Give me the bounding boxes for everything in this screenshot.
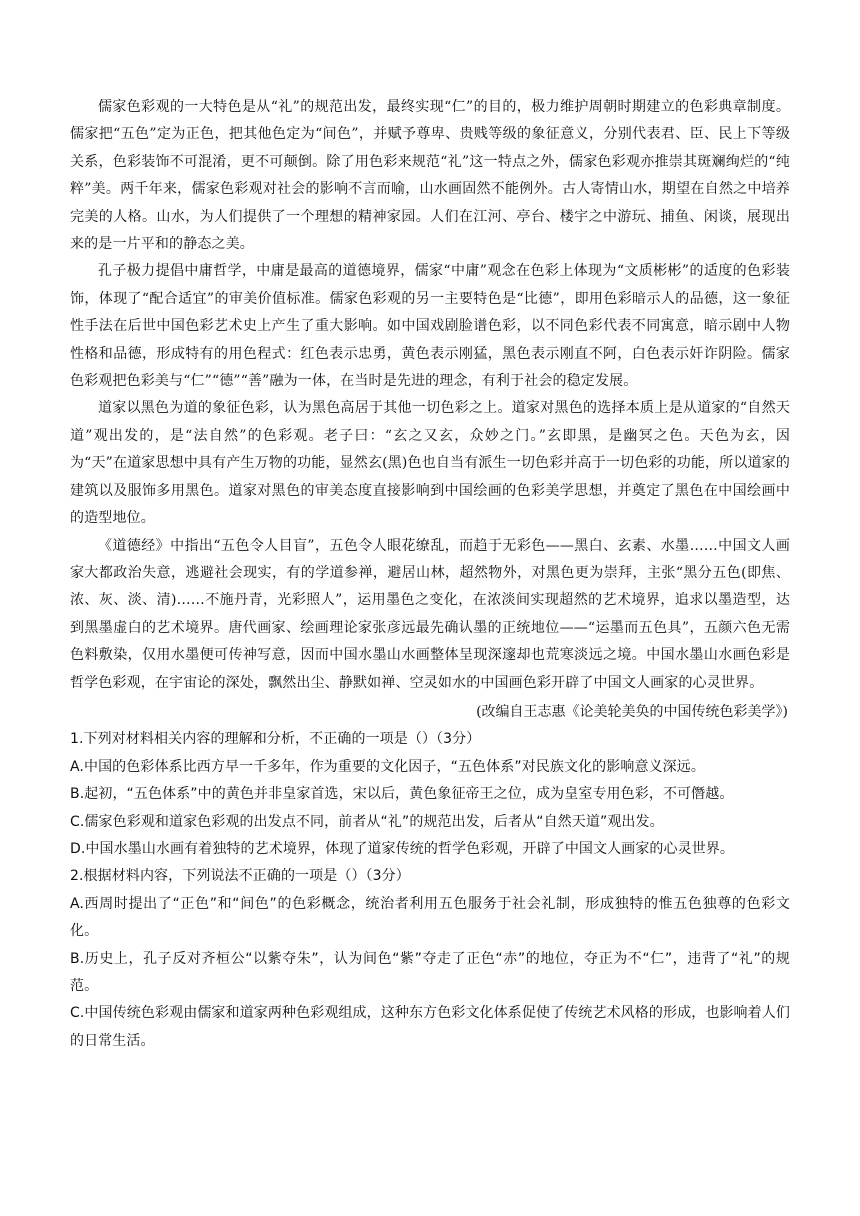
option-c: C.中国传统色彩观由儒家和道家两种色彩观组成，这种东方色彩文化体系促使了传统艺术风格的形成，也影响着人们的日常生活。 bbox=[70, 1005, 790, 1049]
passage-paragraph: 儒家色彩观的一大特色是从“礼”的规范出发，最终实现“仁”的目的，极力维护周朝时期建立的色彩典章制度。儒家把“五色”定为正色，把其他色定为“间色”，并赋予尊卑、贵贱等级的象征意义，分别代表君、臣、民上下等级关系，色彩装饰不可混淆，更不可颠倒。除了用色彩来规范“礼”这一特点之外，儒家色彩观亦推崇其斑斓绚烂的“纯粹”美。两千年来，儒家色彩观对社会的影响不言而喻，山水画固然不能例外。古人寄情山水，期望在自然之中培养完美的人格。山水，为人们提供了一个理想的精神家园。人们在江河、亭台、楼宇之中游玩、捕鱼、闲谈，展现出来的是一片平和的静态之美。 bbox=[70, 99, 790, 253]
option-b: B.历史上，孔子反对齐桓公“以紫夺朱”，认为间色“紫”夺走了正色“赤”的地位，夺正为不“仁”，违背了“礼”的规范。 bbox=[70, 950, 790, 994]
option-a: A.中国的色彩体系比西方早一千多年，作为重要的文化因子，“五色体系”对民族文化的影响意义深远。 bbox=[70, 758, 705, 775]
option-d: D.中国水墨山水画有着独特的艺术境界，体现了道家传统的哲学色彩观，开辟了中国文人画家的心灵世界。 bbox=[70, 840, 735, 857]
passage-paragraph: 道家以黑色为道的象征色彩，认为黑色高居于其他一切色彩之上。道家对黑色的选择本质上是从道家的“自然天道”观出发的，是“法自然”的色彩观。老子曰：“玄之又玄，众妙之门。”玄即黑，是幽冥之色。天色为玄，因为“天”在道家思想中具有产生万物的功能，显然玄(黑)色也自当有派生一切色彩并高于一切色彩的功能，所以道家的建筑以及服饰多用黑色。道家对黑色的审美态度直接影响到中国绘画的色彩美学思想，并奠定了黑色在中国绘画中的造型地位。 bbox=[70, 400, 790, 527]
question-stem: 1.下列对材料相关内容的理解和分析，不正确的一项是（）（3分） bbox=[70, 731, 481, 748]
document-page bbox=[70, 94, 790, 1055]
question-2 bbox=[70, 863, 790, 1055]
question-stem: 2.根据材料内容，下列说法不正确的一项是（）（3分） bbox=[70, 868, 410, 885]
question-1 bbox=[70, 726, 790, 863]
passage-source: (改编自王志惠《论美轮美奂的中国传统色彩美学》) bbox=[476, 703, 788, 720]
option-c: C.儒家色彩观和道家色彩观的出发点不同，前者从“礼”的规范出发，后者从“自然天道”观出发。 bbox=[70, 813, 664, 830]
passage-paragraph: 孔子极力提倡中庸哲学，中庸是最高的道德境界，儒家“中庸”观念在色彩上体现为“文质彬彬”的适度的色彩装饰，体现了“配合适宜”的审美价值标准。儒家色彩观的另一主要特色是“比德”，即用色彩暗示人的品德，这一象征性手法在后世中国色彩艺术史上产生了重大影响。如中国戏剧脸谱色彩，以不同色彩代表不同寓意，暗示剧中人物性格和品德，形成特有的用色程式：红色表示忠勇，黄色表示刚猛，黑色表示刚直不阿，白色表示奸诈阴险。儒家色彩观把色彩美与“仁”“德”“善”融为一体，在当时是先进的理念，有利于社会的稳定发展。 bbox=[70, 263, 790, 390]
option-b: B.起初，“五色体系”中的黄色并非皇家首选，宋以后，黄色象征帝王之位，成为皇室专用色彩，不可僭越。 bbox=[70, 786, 734, 803]
passage-paragraph: 《道德经》中指出“五色令人目盲”，五色令人眼花缭乱，而趋于无彩色——黑白、玄素、水墨……中国文人画家大都政治失意，逃避社会现实，有的学道参禅，避居山林，超然物外，对黑色更为崇拜，主张“黑分五色(即焦、浓、灰、淡、清)……不施丹青，光彩照人”，运用墨色之变化，在浓淡间实现超然的艺术境界，追求以墨造型，达到黑墨虚白的艺术境界。唐代画家、绘画理论家张彦远最先确认墨的正统地位——“运墨而五色具”，五颜六色无需色料敷染，仅用水墨便可传神写意，因而中国水墨山水画整体呈现深邃却也荒寒淡远之境。中国水墨山水画色彩是哲学色彩观，在宇宙论的深处，飘然出尘、静默如禅、空灵如水的中国画色彩开辟了中国文人画家的心灵世界。 bbox=[70, 537, 790, 691]
option-a: A.西周时提出了“正色”和“间色”的色彩概念，统治者利用五色服务于社会礼制，形成独特的惟五色独尊的色彩文化。 bbox=[70, 895, 790, 940]
